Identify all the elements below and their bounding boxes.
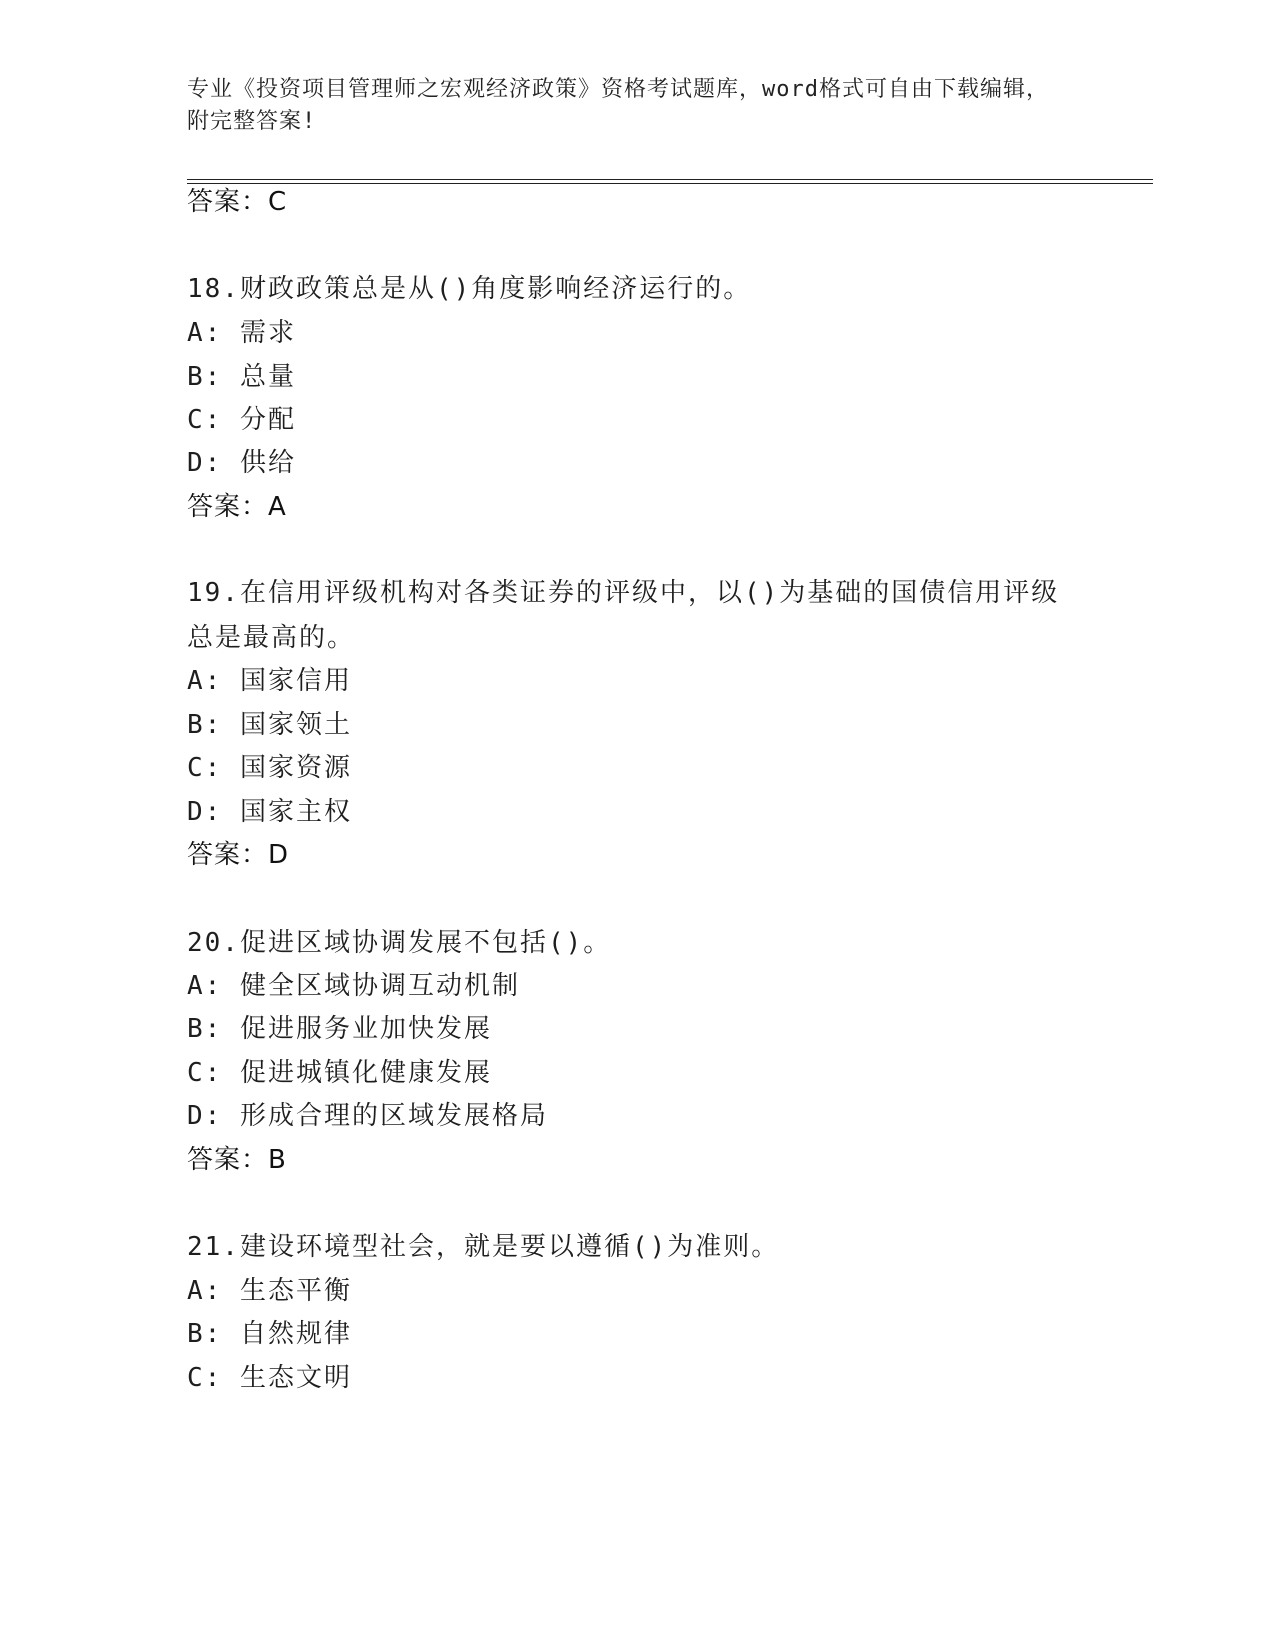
- question-stem: 21.建设环境型社会，就是要以遵循()为准则。: [187, 1232, 780, 1262]
- option-a: A: 健全区域协调互动机制: [187, 971, 520, 1001]
- answer-line: 答案：A: [187, 492, 287, 522]
- option-a: A: 需求: [187, 318, 296, 348]
- option-c: C: 分配: [187, 405, 296, 435]
- option-b: B: 总量: [187, 362, 296, 392]
- option-a: A: 生态平衡: [187, 1276, 352, 1306]
- option-a: A: 国家信用: [187, 666, 352, 696]
- option-c: C: 生态文明: [187, 1363, 352, 1393]
- question-stem: 18.财政政策总是从()角度影响经济运行的。: [187, 274, 752, 304]
- question-stem: 19.在信用评级机构对各类证券的评级中，以()为基础的国债信用评级总是最高的。: [187, 578, 1060, 653]
- option-d: D: 供给: [187, 448, 296, 478]
- document-header: 专业《投资项目管理师之宏观经济政策》资格考试题库，word格式可自由下载编辑，附完整答案!: [187, 77, 1049, 134]
- option-d: D: 国家主权: [187, 797, 352, 827]
- answer-line: 答案：B: [187, 1145, 287, 1175]
- option-b: B: 促进服务业加快发展: [187, 1014, 492, 1044]
- header-divider-thick: [187, 183, 1153, 184]
- header-divider-thin: [187, 179, 1153, 180]
- option-c: C: 促进城镇化健康发展: [187, 1058, 492, 1088]
- option-b: B: 自然规律: [187, 1319, 352, 1349]
- option-c: C: 国家资源: [187, 753, 352, 783]
- option-b: B: 国家领土: [187, 710, 352, 740]
- answer-line: 答案：D: [187, 840, 290, 870]
- answer-line: 答案：C: [187, 187, 288, 217]
- question-stem: 20.促进区域协调发展不包括()。: [187, 928, 612, 958]
- option-d: D: 形成合理的区域发展格局: [187, 1101, 548, 1131]
